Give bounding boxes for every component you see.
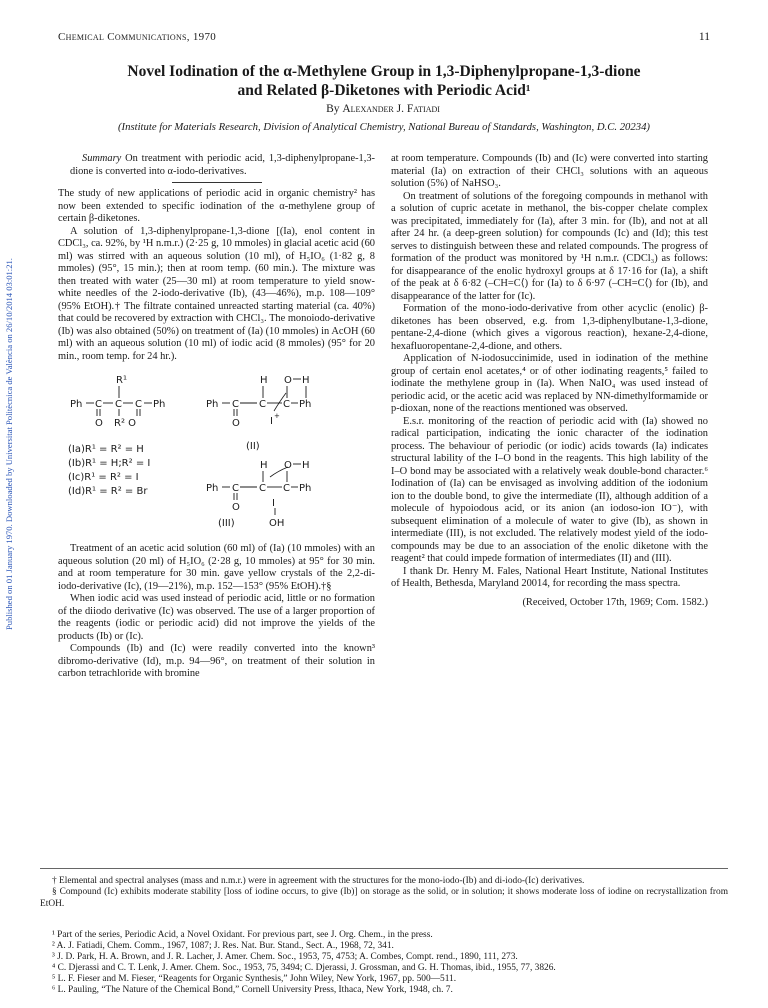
struct-ii-c3: C <box>283 399 290 410</box>
summary-label: Summary <box>82 153 122 164</box>
paragraph-diiodo: Treatment of an acetic acid solution (60 ml) of (Ia) (10 mmoles) with an aqueous solution (20 ml) of H₅IO₆ (2·28 g, 10 mmoles) at 95° for 30 min. and at room temperature for 30 min. gave yellow crystals of the 2,2-di-iodo-derivative (Ic), (19—21%), m.p. 152—153° (95% EtOH).†§ <box>58 543 375 592</box>
struct-iii-o: O <box>284 460 292 471</box>
reference-3: ³ J. D. Park, H. A. Brown, and J. R. Lacher, J. Amer. Chem. Soc., 1953, 75, 4753; A. Combes, Compt. rend., 1890, 111, 273. <box>52 951 518 962</box>
footnote-dagger: † Elemental and spectral analyses (mass and n.m.r.) were in agreement with the structures for the mono-iodo-(Ib) and di-iodo-(Ic) derivatives. <box>52 876 585 886</box>
paragraph-cupric-acetate: On treatment of solutions of the foregoing compounds in methanol with a solution of cupric acetate in methanol, the bis-copper chelate complex was precipitated, immediately for (Ia), after 3 min. for (Ib), and not at all after 24 hr. (a deep-green solution) for compounds (Ic) and (Id); this test serves to distinguish between these and related compounds. The progress of formation of the product was monitored by ¹H n.m.r. (CDCl₃) as follows: for disappearance of the enolic hydroxyl groups at δ 17·16 for (Ia), a shift of the peak at δ 6·82 (–CH=C⟨) for (Ia) to δ 6·97 (–CH=C⟨) for (Ib), and disappearance of the latter for (Ic). <box>391 190 708 302</box>
struct-i-o-left: O <box>95 418 103 429</box>
reference-6: ⁶ L. Pauling, “The Nature of the Chemical Bond,” Cornell University Press, Ithaca, New York, 1948, ch. 7. <box>52 984 453 995</box>
struct-ii-h: H <box>260 375 268 386</box>
legend-ic: (Ic)R¹ = R² = I <box>68 472 139 483</box>
struct-iii-c2: C <box>259 483 266 494</box>
reference-1: ¹ Part of the series, Periodic Acid, a Novel Oxidant. For previous part, see J. Org. Chem., in the press. <box>52 930 433 940</box>
paragraph-intro: The study of new applications of periodic acid in organic chemistry² has now been extended to specific iodination of the α-methylene group of certain β-diketones. <box>58 188 375 224</box>
struct-i-ph-right: Ph <box>153 399 166 410</box>
paragraph-procedure: A solution of 1,3-diphenylpropane-1,3-dione [(Ia), enol content in CDCl₃, ca. 92%, by ¹H n.m.r.) (2·25 g, 10 mmoles) in glacial acetic acid (60 ml) was stirred with an aqueous solution (10 ml), of H₅IO₆ (1·82 g, 8 mmoles) (95°, 15 min.); then at room temp. (60 min.). The mixture was then treated with water (25—30 ml) at room temperature to yield snow-white needles of the 2-iodo-derivative (Ib), (43—46%), m.p. 108—109° (95% EtOH).† The filtrate contained unreacted starting material (ca. 40%) that could be recovered by extraction with CHCl₃. The monoiodo-derivative (Ib) was also obtained (50%) on treatment of (Ia) (10 mmoles) in AcOH (60 ml) with an aqueous solution (10 ml) of iodic acid (8 mmoles) (95° for 20 min., room temp. for 24 hr.). <box>58 225 375 362</box>
right-column <box>391 153 708 609</box>
struct-iii-h2: H <box>302 460 310 471</box>
title-line-2: and Related β-Diketones with Periodic Acid¹ <box>237 82 531 99</box>
struct-i-c3: C <box>135 399 142 410</box>
struct-iii-i: I <box>272 498 275 509</box>
struct-ii-o: O <box>284 375 292 386</box>
summary-text: On treatment with periodic acid, 1,3-diphenylpropane-1,3-dione is converted into α-iodo-derivatives. <box>70 153 375 177</box>
struct-ii-ph-right: Ph <box>299 399 312 410</box>
paragraph-iodic-acid: When iodic acid was used instead of periodic acid, little or no formation of the diiodo derivative (Ic) was observed. The use of a larger proportion of the reagents (iodic or periodic acid) did not improve the yields of the products (Ib) or (Ic). <box>58 593 375 642</box>
affiliation: (Institute for Materials Research, Division of Analytical Chemistry, National Bureau of Standards, Washington, D.C. 20234) <box>118 121 650 133</box>
article-title <box>40 62 728 100</box>
struct-iii-oh: OH <box>269 518 285 529</box>
reference-4: ⁴ C. Djerassi and C. T. Lenk, J. Amer. Chem. Soc., 1953, 75, 3494; C. Djerassi, J. Grossman, and G. H. Thomas, ibid., 1955, 77, 3826. <box>52 962 556 973</box>
byline-by: By <box>326 103 343 115</box>
left-column <box>58 153 375 681</box>
reference-2: ² A. J. Fatiadi, Chem. Comm., 1967, 1087; J. Res. Nat. Bur. Stand., Sect. A., 1968, 72, 341. <box>52 940 394 951</box>
footnote-section: § Compound (Ic) exhibits moderate stability [loss of iodine occurs, to give (Ib)] on storage as the solid, or in solution; it shows moderate loss of iodine on recrystallization from EtOH. <box>40 887 728 909</box>
download-watermark[interactable]: Published on 01 January 1970. Downloaded by Universitat Politècnica de València on 26/10/2014 03:01:21. <box>4 258 14 630</box>
struct-i-r2-o: R² O <box>114 418 137 429</box>
struct-iii-o-bottom: O <box>232 502 240 513</box>
struct-iii-h: H <box>260 460 268 471</box>
page-number: 11 <box>698 31 710 43</box>
title-line-1: Novel Iodination of the α-Methylene Group in 1,3-Diphenylpropane-1,3-dione <box>127 63 641 80</box>
struct-i-c2: C <box>115 399 122 410</box>
footnote-divider <box>40 868 728 869</box>
struct-ii-h2: H <box>302 375 310 386</box>
struct-i-ph-left: Ph <box>70 399 83 410</box>
struct-ii-ph-left: Ph <box>206 399 219 410</box>
label-iii: (III) <box>218 518 235 529</box>
byline <box>58 103 708 115</box>
author-name: Alexander J. Fatiadi <box>342 103 440 115</box>
paragraph-other-diketones: Formation of the mono-iodo-derivative from other acyclic (enolic) β-diketones has been observed, e.g. from 1,3-diphenylbutane-1,3-dione, pentane-2,4-dione (which gives a vigorous reaction), hexane-2,4-dione, hexafluoropentane-2,4-dione, and others. <box>391 303 708 352</box>
struct-ii-c2: C <box>259 399 266 410</box>
paragraph-acknowledgement: I thank Dr. Henry M. Fales, National Heart Institute, National Institutes of Health, Bethesda, Maryland 20014, for recording the mass spectra. <box>391 565 708 589</box>
paragraph-continuation: at room temperature. Compounds (Ib) and (Ic) were converted into starting material (Ia) on extraction of their CHCl₃ solutions with an aqueous solution (5%) of NaHSO₃. <box>391 153 708 189</box>
struct-iii-ph-right: Ph <box>299 483 312 494</box>
legend-ia: (Ia)R¹ = R² = H <box>68 444 144 455</box>
footnotes <box>40 876 728 910</box>
struct-ii-o-bottom: O <box>232 418 240 429</box>
paragraph-esr: E.s.r. monitoring of the reaction of periodic acid with (Ia) showed no radical participation, indicating the ionic character of the iodination process. The behaviour of periodic (or iodic) acids towards (Ia) indicates structural lability of the I–O bond in the reagents. This high lability of the I–O bond may be associated with a relatively weak double-bond character.⁶ Iodination of (Ia) can be envisaged as involving addition of the iodonium ion to the double bond, to give the intermediate (II), although addition of a molecule of hypoiodous acid, or its anion (an iodoso-ion IO⁻), with subsequent elimination of a molecule of water to give (Ib), as shown in intermediate (III), is not excluded. The relatively modest yield of the iodo-compounds may be due to an association of the enolic diketone with the reagent² that could impede formation of intermediates (II) and (III). <box>391 415 708 564</box>
received-date: (Received, October 17th, 1969; Com. 1582.) <box>522 596 708 608</box>
struct-ii-plus: + <box>274 412 280 420</box>
legend-id: (Id)R¹ = R² = Br <box>68 486 148 497</box>
running-head: Chemical Communications, 1970 <box>58 31 217 43</box>
structures-svg <box>58 371 375 531</box>
paragraph-dibromo: Compounds (Ib) and (Ic) were readily converted into the known³ dibromo-derivative (Id), m.p. 94—96°, on treatment of their solution in carbon tetrachloride with bromine <box>58 643 375 679</box>
legend-ib: (Ib)R¹ = H;R² = I <box>68 458 151 469</box>
paragraph-nis: Application of N-iodosuccinimide, used in iodination of the methine group of certain enol acetates,⁴ or of other iodinating reagents,⁵ failed to iodinate the methylene group in (Ia). When NaIO₄ was used instead of periodic acid, or the acetic acid was replaced by NN-dimethylformamide or p-dioxan, none of the reactions mentioned was observed. <box>391 353 708 414</box>
struct-i-c1: C <box>95 399 102 410</box>
struct-i-r1: R¹ <box>116 375 127 386</box>
references <box>40 930 728 995</box>
chemical-structures-figure <box>58 371 375 531</box>
summary <box>58 153 375 178</box>
struct-ii-c1: C <box>232 399 239 410</box>
reference-5: ⁵ L. F. Fieser and M. Fieser, “Reagents for Organic Synthesis,” John Wiley, New York, 1967, pp. 500—511. <box>52 973 457 984</box>
label-ii: (II) <box>246 441 260 452</box>
summary-divider <box>172 182 262 183</box>
struct-iii-ph-left: Ph <box>206 483 219 494</box>
struct-ii-i: I <box>270 416 273 427</box>
struct-iii-c3: C <box>283 483 290 494</box>
struct-iii-c1: C <box>232 483 239 494</box>
